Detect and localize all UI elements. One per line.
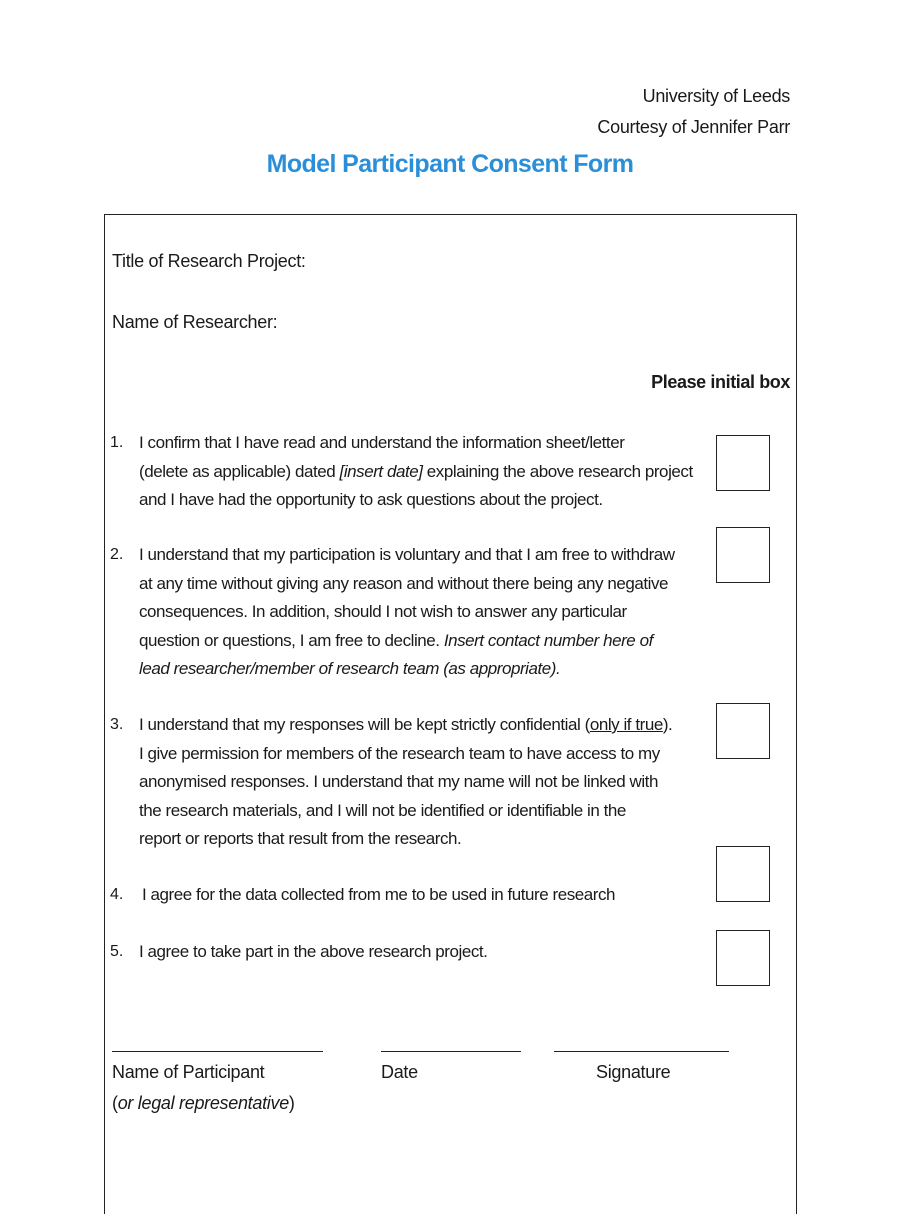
research-project-field-label: Title of Research Project: (112, 251, 306, 271)
signature-line[interactable] (554, 1051, 729, 1052)
only-if-true-note: only if true (589, 715, 663, 734)
item-text: I agree to take part in the above research project. (139, 942, 488, 961)
date-line[interactable] (381, 1051, 521, 1052)
form-title: Model Participant Consent Form (266, 150, 634, 178)
item-number: 3. (110, 716, 124, 733)
participant-name-line[interactable] (112, 1051, 323, 1052)
initial-box-4[interactable] (716, 846, 770, 902)
credit-line: Courtesy of Jennifer Parr (597, 117, 790, 137)
contact-placeholder: Insert contact number here of (443, 630, 653, 650)
item-number: 5. (110, 943, 124, 960)
item-number: 4. (110, 886, 124, 903)
date-label: Date (381, 1062, 418, 1082)
item-number: 1. (110, 434, 124, 451)
initial-box-header: Please initial box (651, 372, 790, 392)
initial-box-5[interactable] (716, 930, 770, 986)
legal-representative-note: (or legal representative) (112, 1093, 295, 1113)
item-text: I confirm that I have read and understand the information sheet/letter (delete as applicable) dated [insert date] explaining the above research project and I have had the opportunity to ask questions about the project. (139, 433, 693, 509)
item-text: I agree for the data collected from me to be used in future research (142, 885, 616, 904)
institution-name: University of Leeds (642, 86, 790, 106)
initial-box-3[interactable] (716, 703, 770, 759)
initial-box-1[interactable] (716, 435, 770, 491)
researcher-name-field-label: Name of Researcher: (112, 312, 278, 332)
item-text: I understand that my participation is voluntary and that I am free to withdraw at any time without giving any reason and without there being any negative consequences. In addition, should I not wish to answer any particular question or questions, I am free to decline. Insert contact number here of lead researcher/member of research team (as appropriate). (139, 545, 675, 678)
item-number: 2. (110, 546, 124, 563)
signature-label: Signature (596, 1062, 671, 1082)
date-placeholder: [insert date] (339, 461, 423, 481)
item-text: I understand that my responses will be kept strictly confidential (only if true). I give permission for members of the research team to have access to my anonymised responses. I understand that my name will not be linked with the research materials, and I will not be identified or identifiable in the report or reports that result from the research. (139, 715, 673, 848)
initial-box-2[interactable] (716, 527, 770, 583)
participant-name-label: Name of Participant (112, 1062, 265, 1082)
